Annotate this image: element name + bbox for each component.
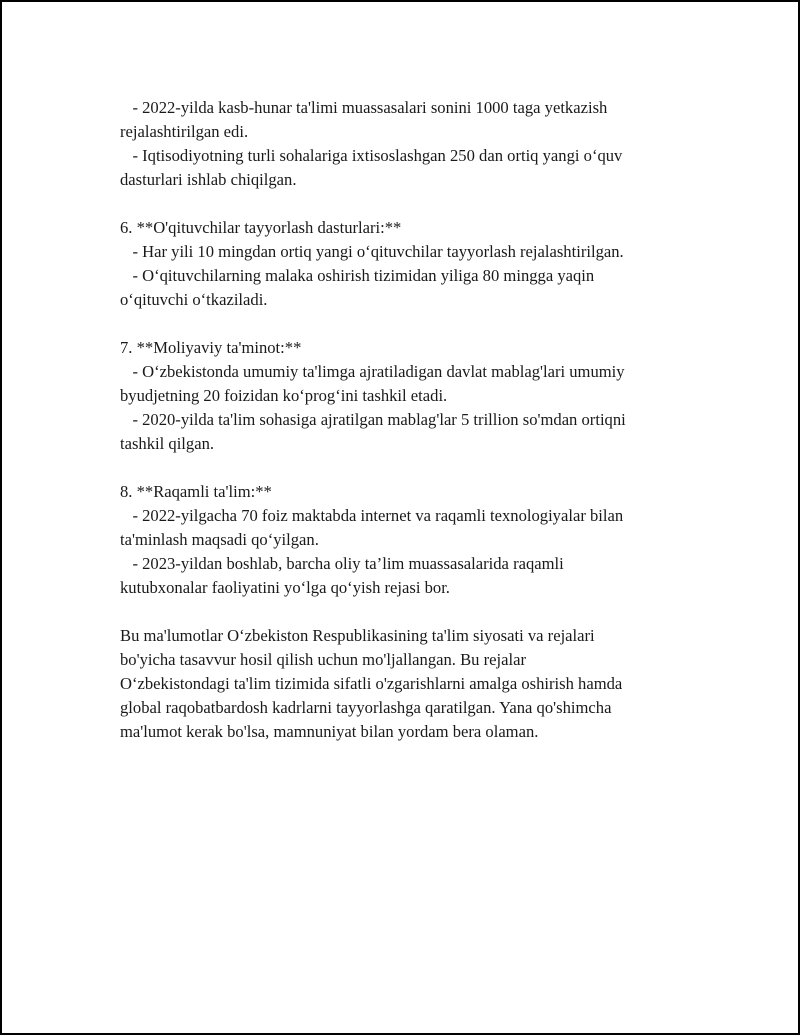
text-line: rejalashtirilgan edi. [120,122,249,141]
text-line: Bu ma'lumotlar O‘zbekiston Respublikasining ta'lim siyosati va rejalari [120,626,595,645]
text-line: - 2023-yildan boshlab, barcha oliy ta’lim muassasalarida raqamli [120,554,564,573]
text-line: - Iqtisodiyotning turli sohalariga ixtisoslashgan 250 dan ortiq yangi o‘quv [120,146,623,165]
paragraph-gap [120,192,690,216]
paragraph-gap [120,600,690,624]
text-line: - 2022-yilda kasb-hunar ta'limi muassasalari sonini 1000 taga yetkazish [120,98,608,117]
text-line: byudjetning 20 foizidan ko‘prog‘ini tashkil etadi. [120,386,448,405]
text-line: - 2022-yilgacha 70 foiz maktabda internet va raqamli texnologiyalar bilan [120,506,624,525]
text-line: - Har yili 10 mingdan ortiq yangi o‘qituvchilar tayyorlash rejalashtirilgan. [120,242,624,261]
text-line: kutubxonalar faoliyatini yo‘lga qo‘yish rejasi bor. [120,578,450,597]
text-line: O‘zbekistondagi ta'lim tizimida sifatli o'zgarishlarni amalga oshirish hamda [120,674,623,693]
text-line: 7. **Moliyaviy ta'minot:** [120,338,302,357]
text-line: o‘qituvchi o‘tkaziladi. [120,290,268,309]
text-line: 8. **Raqamli ta'lim:** [120,482,272,501]
text-line: bo'yicha tasavvur hosil qilish uchun mo'ljallangan. Bu rejalar [120,650,526,669]
paragraph-gap [120,456,690,480]
text-line: - 2020-yilda ta'lim sohasiga ajratilgan mablag'lar 5 trillion so'mdan ortiqni [120,410,626,429]
text-line: dasturlari ishlab chiqilgan. [120,170,297,189]
text-line: ma'lumot kerak bo'lsa, mamnuniyat bilan yordam bera olaman. [120,722,539,741]
text-line: - O‘qituvchilarning malaka oshirish tizimidan yiliga 80 mingga yaqin [120,266,595,285]
paragraph-gap [120,312,690,336]
document-body [120,96,690,744]
text-line: ta'minlash maqsadi qo‘yilgan. [120,530,319,549]
text-line: tashkil qilgan. [120,434,215,453]
text-line: global raqobatbardosh kadrlarni tayyorlashga qaratilgan. Yana qo'shimcha [120,698,612,717]
text-line: 6. **O'qituvchilar tayyorlash dasturlari:** [120,218,402,237]
text-line: - O‘zbekistonda umumiy ta'limga ajratiladigan davlat mablag'lari umumiy [120,362,625,381]
